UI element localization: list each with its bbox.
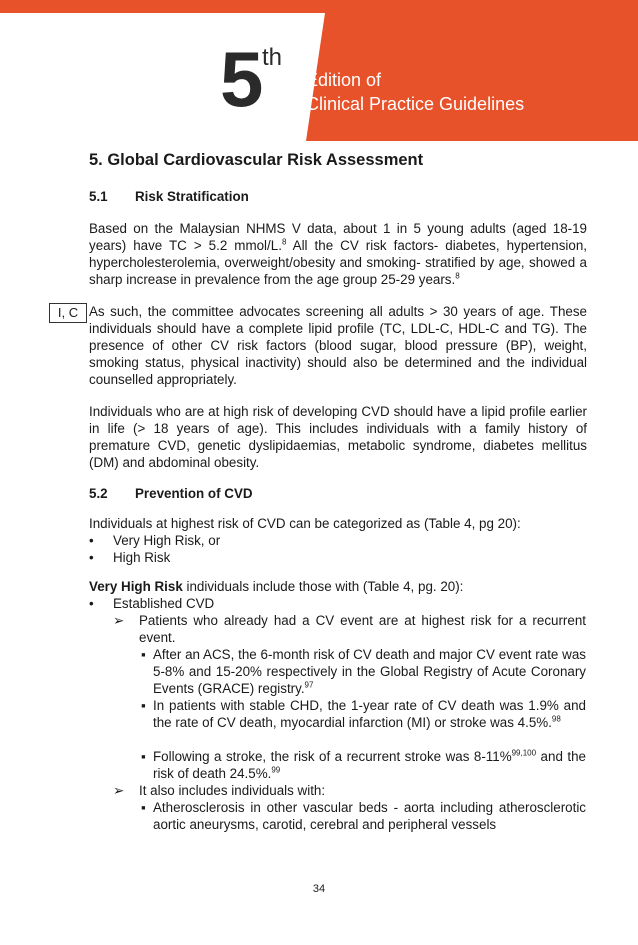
square-bullet-icon: ▪ <box>141 647 146 662</box>
subsection-title: Prevention of CVD <box>135 486 253 501</box>
citation-ref: 99 <box>271 765 281 775</box>
paragraph-very-high-risk: Very High Risk individuals include those with (Table 4, pg. 20): <box>89 579 464 594</box>
subsection-title: Risk Stratification <box>135 189 249 204</box>
bullet-icon: • <box>89 550 94 565</box>
citation-ref: 98 <box>551 714 561 724</box>
arrow-icon: ➢ <box>113 783 125 798</box>
citation-ref: 99,100 <box>511 748 537 758</box>
citation-ref: 8 <box>455 271 460 281</box>
bullet-icon: • <box>89 596 94 611</box>
paragraph-screening: As such, the committee advocates screening all adults > 30 years of age. These individuals should have a complete lipid profile (TC, LDL-C, HDL-C and TG). The presence of other CV risk factors (blood sugar, blood pressure (BP), weight, smoking status, physical inactivity) should also be determined and the individual counselled appropriately. <box>89 304 587 387</box>
section-title: 5. Global Cardiovascular Risk Assessment <box>89 151 424 169</box>
very-high-risk-list: • Established CVD ➢ Patients who already had a CV event are at highest risk for a recurrent event. ▪ After an ACS, the 6-month risk of CV death and major CV event rate was 5-8% and 15-20% respectively in the Global Registry of Acute Coronary Events (GRACE) registry.$^{97}$ ▪ In patients with stable CHD, the 1-year rate of CV death was 1.9% and the rate of CV death, myocardial infarction (MI) or stroke was 4.5%.$^{98}$ ▪ Following a stroke, the risk of a recurrent stroke was 8-11%$^{99,100}$ and the risk of death 24.5%.$^{99}$ ➢ It also includes individuals with: ▪ Atherosclerosis in other vascular beds - aorta including atherosclerotic aortic aneurysms, carotid, cerebral and peripheral vessels <box>89 596 586 832</box>
bullet-icon: • <box>89 533 94 548</box>
edition-title-line1: Edition of <box>306 70 382 90</box>
citation-ref: 8 <box>281 237 287 247</box>
page-number: 34 <box>312 883 326 895</box>
citation-ref: 97 <box>304 680 314 690</box>
edition-suffix: th <box>262 44 283 71</box>
square-bullet-icon: ▪ <box>141 749 146 764</box>
evidence-level-badge: I, C <box>49 303 87 323</box>
paragraph-nhms: Based on the Malaysian NHMS V data, about 1 in 5 young adults (aged 18-19 years) have TC > 5.2 mmol/L.$^8$ All the CV risk factors- diabetes, hypertension, hypercholesterolemia, overweight/obesity and smoking- stratified by age, showed a sharp increase in prevalence from the age group 25-29 years.$^8$ <box>89 221 587 287</box>
square-bullet-icon: ▪ <box>141 800 146 815</box>
paragraph-high-risk: Individuals who are at high risk of developing CVD should have a lipid profile earlier in life (> 18 years of age). This includes individuals with a family history of premature CVD, genetic dyslipidaemias, metabolic syndrome, diabetes mellitus (DM) and abdominal obesity. <box>89 404 587 470</box>
paragraph-categories: Individuals at highest risk of CVD can be categorized as (Table 4, pg 20): <box>89 516 521 531</box>
edition-number: 5 <box>220 35 262 123</box>
arrow-icon: ➢ <box>113 613 125 628</box>
square-bullet-icon: ▪ <box>141 698 146 713</box>
subsection-number: 5.1 <box>89 189 108 204</box>
subsection-heading-5-1 <box>89 189 249 204</box>
subsection-number: 5.2 <box>89 486 108 501</box>
edition-title-line2: Clinical Practice Guidelines <box>306 94 525 114</box>
subsection-heading-5-2 <box>89 486 253 501</box>
